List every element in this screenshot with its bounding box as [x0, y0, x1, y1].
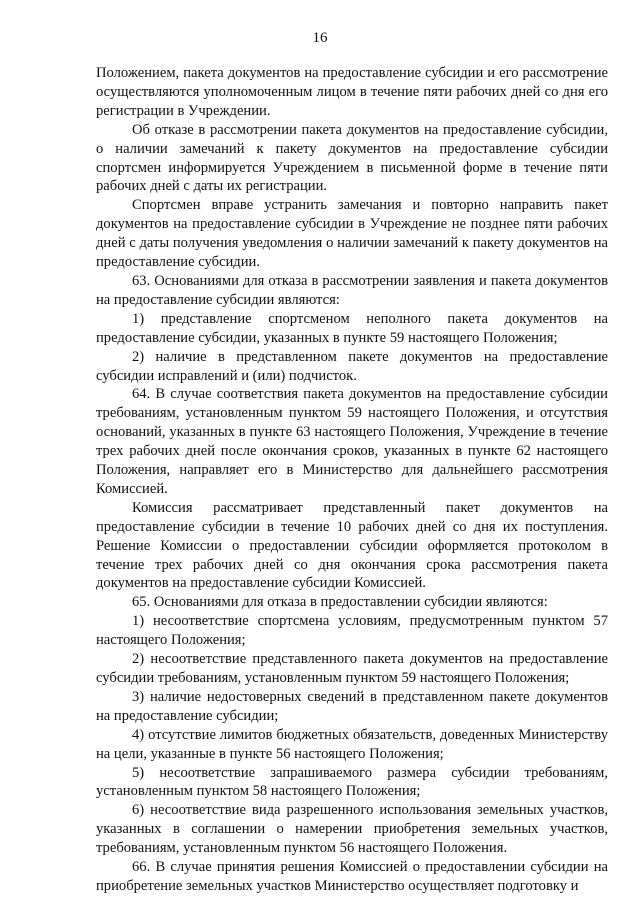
paragraph: Комиссия рассматривает представленный пакет документов на предоставление субсидии в течение 10 рабочих дней со дня их поступления. Решение Комиссии о предоставлении субсидии оформляется протоколом в течение трех рабочих дней со дня окончания срока рассмотрения пакета документов на предоставление субсидии Комиссией. — [96, 499, 608, 592]
list-item: 2) несоответствие представленного пакета документов на предоставление субсидии требованиям, установленным пунктом 59 настоящего Положения; — [96, 651, 608, 686]
list-item: 5) несоответствие запрашиваемого размера субсидии требованиям, установленным пунктом 58 настоящего Положения; — [96, 764, 608, 800]
list-item: 1) представление спортсменом неполного пакета документов на предоставление субсидии, указанных в пункте 59 настоящего Положения; — [96, 310, 608, 346]
paragraph: 64. В случае соответствия пакета документов на предоставление субсидии требованиям, установленным пунктом 59 настоящего Положения, и отсутствия оснований, указанных в пункте 63 настоящего Положения, Учреждение в течение трех рабочих дней после окончания сроков, указанных в пункте 62 настоящего Положения, направляет его в Министерство для дальнейшего рассмотрения Комиссией. — [96, 386, 608, 497]
paragraph: 63. Основаниями для отказа в рассмотрении заявления и пакета документов на предоставление субсидии являются: — [96, 272, 608, 308]
list-item: 2) наличие в представленном пакете документов на предоставление субсидии исправлений и (или) подчисток. — [96, 348, 608, 384]
paragraph: Положением, пакета документов на предоставление субсидии и его рассмотрение осуществляются уполномоченным лицом в течение пяти рабочих дней со дня его регистрации в Учреждении. — [96, 65, 608, 119]
paragraph: 66. В случае принятия решения Комиссией о предоставлении субсидии на приобретение земельных участков Министерство осуществляет подготовку и — [96, 859, 608, 894]
list-item: 6) несоответствие вида разрешенного использования земельных участков, указанных в соглашении о намерении приобретения земельных участков, требованиям, установленным пунктом 56 настоящего Положения. — [96, 802, 608, 857]
paragraph: 65. Основаниями для отказа в предоставлении субсидии являются: — [132, 594, 548, 611]
page-number: 16 — [312, 30, 328, 46]
list-item: 3) наличие недостоверных сведений в представленном пакете документов на предоставление субсидии; — [96, 688, 608, 724]
list-item: 1) несоответствие спортсмена условиям, предусмотренным пунктом 57 настоящего Положения; — [96, 613, 608, 649]
paragraph: Спортсмен вправе устранить замечания и повторно направить пакет документов на предоставление субсидии в Учреждение не позднее пяти рабочих дней с даты получения уведомления о наличии замечаний к пакету документов на предоставление субсидии. — [96, 197, 608, 271]
paragraph: Об отказе в рассмотрении пакета документов на предоставление субсидии, о наличии замечаний к пакету документов на предоставление субсидии спортсмен информируется Учреждением в письменной форме в течение пяти рабочих дней с даты их регистрации. — [96, 121, 608, 195]
document-body — [96, 64, 608, 896]
list-item: 4) отсутствие лимитов бюджетных обязательств, доведенных Министерству на цели, указанные в пункте 56 настоящего Положения; — [96, 726, 608, 762]
